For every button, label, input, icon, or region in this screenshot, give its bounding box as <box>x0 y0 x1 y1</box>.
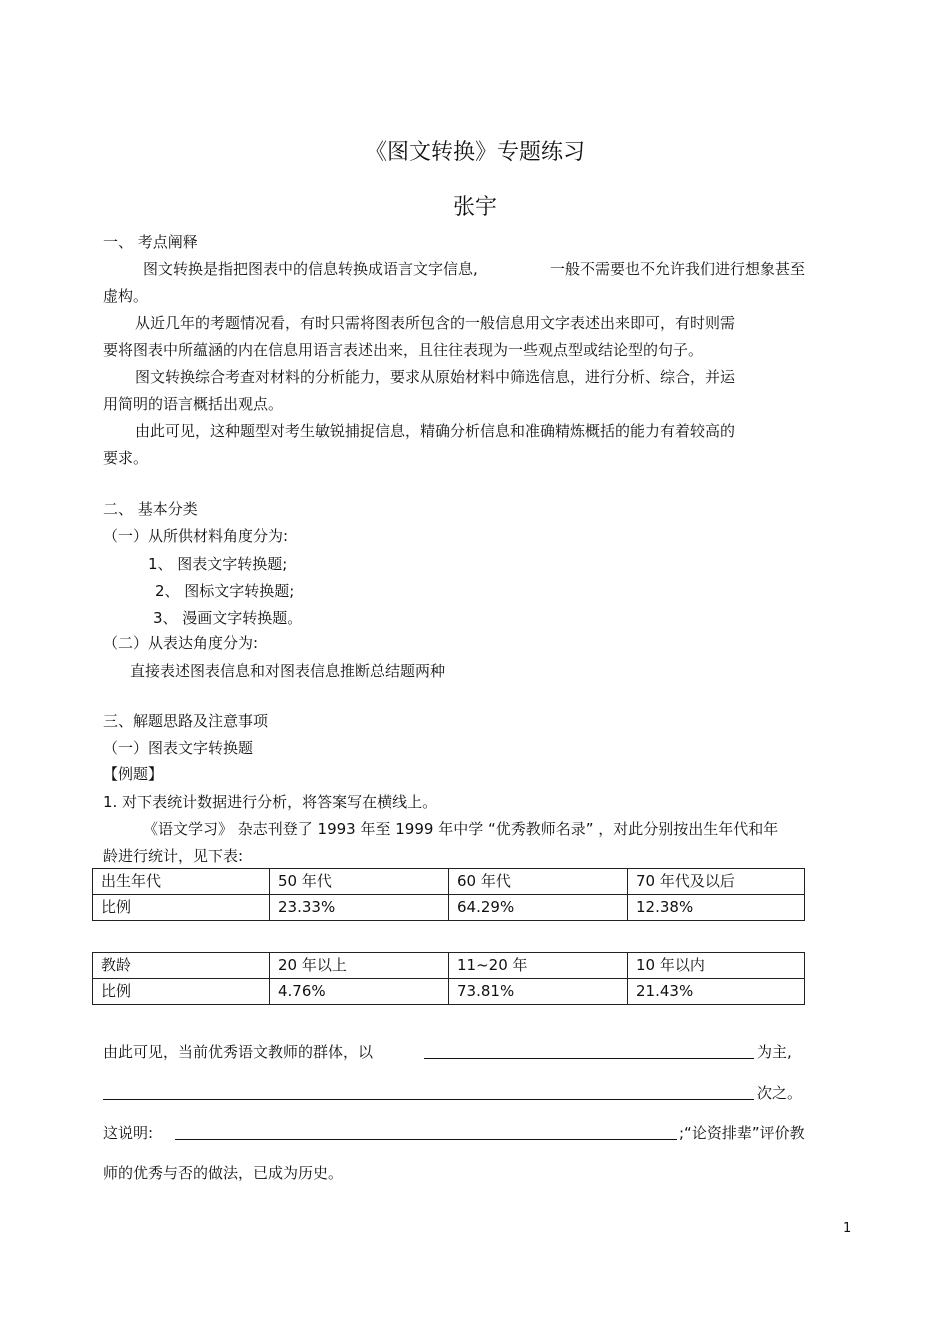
s1-paragraph-3a: 图文转换综合考查对材料的分析能力，要求从原始材料中筛选信息，进行分析、综合，并运 <box>135 368 736 386</box>
table-cell: 10 年以内 <box>628 953 805 979</box>
table-cell: 73.81% <box>449 979 628 1005</box>
example-label: 【例题】 <box>103 765 164 783</box>
s2-subheading-2-text: 直接表述图表信息和对图表信息推断总结题两种 <box>130 662 446 680</box>
table-cell: 23.33% <box>270 895 449 921</box>
s2-subheading-2: （二）从表达角度分为: <box>103 634 259 652</box>
question-intro-a: 《语文学习》 杂志刊登了 1993 年至 1999 年中学 “优秀教师名录” ，对此分别按出生年代和年 <box>143 820 779 838</box>
fill-line-3-text: 这说明: <box>103 1124 154 1142</box>
answer-blank-2[interactable] <box>103 1099 754 1100</box>
question-intro-b: 龄进行统计，见下表: <box>103 847 244 865</box>
author-name: 张宇 <box>452 195 497 220</box>
section-3-heading: 三、解题思路及注意事项 <box>103 712 269 730</box>
table-cell: 4.76% <box>270 979 449 1005</box>
answer-blank-1[interactable] <box>424 1058 754 1059</box>
s1-paragraph-4a: 由此可见，这种题型对考生敏锐捕捉信息，精确分析信息和准确精炼概括的能力有着较高的 <box>135 422 736 440</box>
table-cell: 70 年代及以后 <box>628 869 805 895</box>
s2-subheading-1: （一）从所供材料角度分为: <box>103 527 289 545</box>
s2-list-item: 3、 漫画文字转换题。 <box>153 609 303 627</box>
question-1: 1. 对下表统计数据进行分析，将答案写在横线上。 <box>103 793 438 811</box>
teaching-years-table <box>92 952 805 1005</box>
table-cell: 60 年代 <box>449 869 628 895</box>
table-cell: 比例 <box>93 895 270 921</box>
page-number: 1 <box>843 1221 852 1236</box>
section-2-heading: 二、 基本分类 <box>103 500 198 518</box>
s1-paragraph-2b: 要将图表中所蕴涵的内在信息用语言表述出来，且往往表现为一些观点型或结论型的句子。 <box>103 341 704 359</box>
table-cell: 比例 <box>93 979 270 1005</box>
s1-paragraph-3b: 用简明的语言概括出观点。 <box>103 395 284 413</box>
s1-paragraph-1a: 图文转换是指把图表中的信息转换成语言文字信息, <box>143 260 478 278</box>
table-cell: 50 年代 <box>270 869 449 895</box>
table-row <box>93 979 805 1005</box>
section-1-heading: 一、 考点阐释 <box>103 233 198 251</box>
fill-line-3-suffix: ;“论资排辈”评价教 <box>679 1124 805 1142</box>
table-row <box>93 895 805 921</box>
table-cell: 21.43% <box>628 979 805 1005</box>
table-header-row <box>93 869 805 895</box>
s1-paragraph-1b: 一般不需要也不允许我们进行想象甚至 <box>550 260 806 278</box>
page-title: 《图文转换》专题练习 <box>364 140 585 165</box>
birth-decade-table <box>92 868 805 921</box>
table-cell: 11~20 年 <box>449 953 628 979</box>
table-header-row <box>93 953 805 979</box>
s3-subheading-1: （一）图表文字转换题 <box>103 739 254 757</box>
fill-line-1-text: 由此可见，当前优秀语文教师的群体，以 <box>103 1043 374 1061</box>
s1-paragraph-4b: 要求。 <box>103 449 149 467</box>
s1-paragraph-1c: 虚构。 <box>103 287 149 305</box>
table-cell: 64.29% <box>449 895 628 921</box>
s2-list-item: 2、 图标文字转换题; <box>155 582 295 600</box>
table-cell: 20 年以上 <box>270 953 449 979</box>
answer-blank-3[interactable] <box>175 1139 677 1140</box>
table-cell: 12.38% <box>628 895 805 921</box>
s2-list-item: 1、 图表文字转换题; <box>148 555 288 573</box>
table-cell: 教龄 <box>93 953 270 979</box>
fill-line-2-suffix: 次之。 <box>757 1084 803 1102</box>
s1-paragraph-2a: 从近几年的考题情况看，有时只需将图表所包含的一般信息用文字表述出来即可，有时则需 <box>135 314 736 332</box>
fill-line-4-text: 师的优秀与否的做法，已成为历史。 <box>103 1164 344 1182</box>
table-cell: 出生年代 <box>93 869 270 895</box>
fill-line-1-suffix: 为主, <box>757 1043 792 1061</box>
